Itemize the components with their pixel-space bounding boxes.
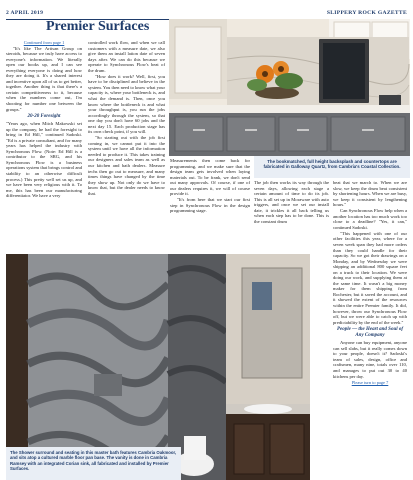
paragraph: "It's like The Artisan Group on steroids, because we truly have access to everyone's information. We literally open our books up, and I can see everything everyone is doing and how they are doing it. It's a shared interest and incentive upon all of us to get better, together. Another thing is that there's a certain competitiveness to it, because when the numbers come out, I'm shooting for number one between the groups." — [6, 45, 82, 112]
paragraph: "How does it work? Well, first, you have to be disciplined and believe in the system. You then need to know what your capacity is, where your bottleneck is, and what the demand is. Then, once you know where the bottleneck is and what your throughput is, you run the jobs accordingly through the system, so that one day you don't have 60 jobs and the next day 15. Each production stage has its own check point, if you will. — [88, 73, 165, 135]
article-headline: Premier Surfaces — [46, 19, 150, 34]
paragraph: "Years ago, when Mitch Makowski set up the company, he had the foresight to bring in Ed Hill," continued Sadoski. "Ed is a private consultant, and for many years has helped the industry with Synchronous Flow. (Note: Ed Hill is a contributor to the SRG, and his Synchronous Flow is a business operations system that brings control and stability to an otherwise difficult process.) This pretty well set us up, and we have been very religious with it. To me, this has been our manufacturing differentiator. We have a very — [6, 121, 82, 199]
section-subhead: 20-20 Foresight — [27, 114, 61, 120]
continued-from-link[interactable]: Continued from page 1 — [23, 40, 65, 45]
paragraph: Anyone can buy equipment, anyone can sell slabs, but it really comes down to your people, doesn't it? Sadoski's team of sales, design, office and craftsmen, many nine, totals over 110, and manages to put out 30 to 40 kitchens per day. — [333, 340, 407, 379]
column-5 — [333, 180, 407, 385]
paragraph: "So starting out with the job first coming in, we cannot put it into the system until we have all the information needed to produce it. This takes training our designers and sales team as well as our kitchen and bath dealers. Measure techs then go out to measure, and many times things have changed by the time they show up. Not only do we have to know that, but the dealer needs to know that. — [88, 135, 165, 196]
publication-name: SLIPPERY ROCK GAZETTE — [326, 10, 407, 16]
kitchen-photo-caption: The bookmatched, full height backsplash and countertops are fabricated in Galloway Quartz, from Cambria's Coastal Collection. — [254, 156, 410, 178]
paragraph: "This happened with one of our other facilities this year, where for a seven week span they had more orders than they could handle for their capacity. So we got their drawings on a Monday, and by Wednesday we were shipping an additional 800 square feet on a truck to their location. We were doing our work, and supplying them at the same time. It wasn't a big money maker for them shipping from Rochester, but it saved the account, and it showed the extent of the resources within the entire Premier family. It did, however, throw our Synchronous Flow off, but we were able to catch up with predictability by the end of the week." — [333, 230, 407, 325]
column-3 — [170, 158, 250, 214]
column-4 — [254, 180, 329, 225]
continued-on-link[interactable]: Please turn to page 7 — [351, 379, 389, 385]
paragraph: beat that we march to. When we are slow, we keep the drum beat consistent by shortening hours. When we are busy, we keep it consistent by lengthening hours." — [333, 180, 407, 208]
paragraph: "It's from here that we start our first step in Synchronous Flow in the design programming stage. — [170, 197, 250, 214]
bathroom-photo-caption: The Shower surround and seating in this master bath features Cambria Oakmoor, and sits atop a cultured marble floor pan base. The vanity is done in Cambria Ramsey with an integrated Corian sink, all fabricated and installed by Premier Surfaces. — [6, 447, 181, 480]
paragraph: Measurements then come back for programming, and we make sure that the design team gets involved when laying materials out. To be frank, we don't send out many approvals. Of course, if one of our dealers requires it, we will of course provide it. — [170, 158, 250, 197]
paragraph: controlled work flow, and when we call customers with a measure date, we also give them an install lation date of seven days after. We can do this because we operate to Synchronous Flow's beat of the drum. — [88, 40, 165, 73]
paragraph: The job then works its way through the seven days, allowing each stage a certain amount of time to do its job. This is all set up in Moraware with auto triggers, and once we set our install date, it trickles it all back telling us when each step has to be done. This is the constant drum — [254, 180, 329, 224]
column-2 — [88, 40, 165, 197]
issue-date: 2 APRIL 2019 — [6, 10, 44, 16]
paragraph: Can Synchronous Flow help when a another location has too much work too close to a deadline? "Yes, it can," continued Sadoski. — [333, 208, 407, 230]
kitchen-photo — [169, 19, 410, 156]
column-1 — [6, 40, 82, 199]
kitchen-illustration — [169, 19, 410, 156]
section-subhead: People — the Heart and Soul of Any Company — [336, 327, 404, 339]
